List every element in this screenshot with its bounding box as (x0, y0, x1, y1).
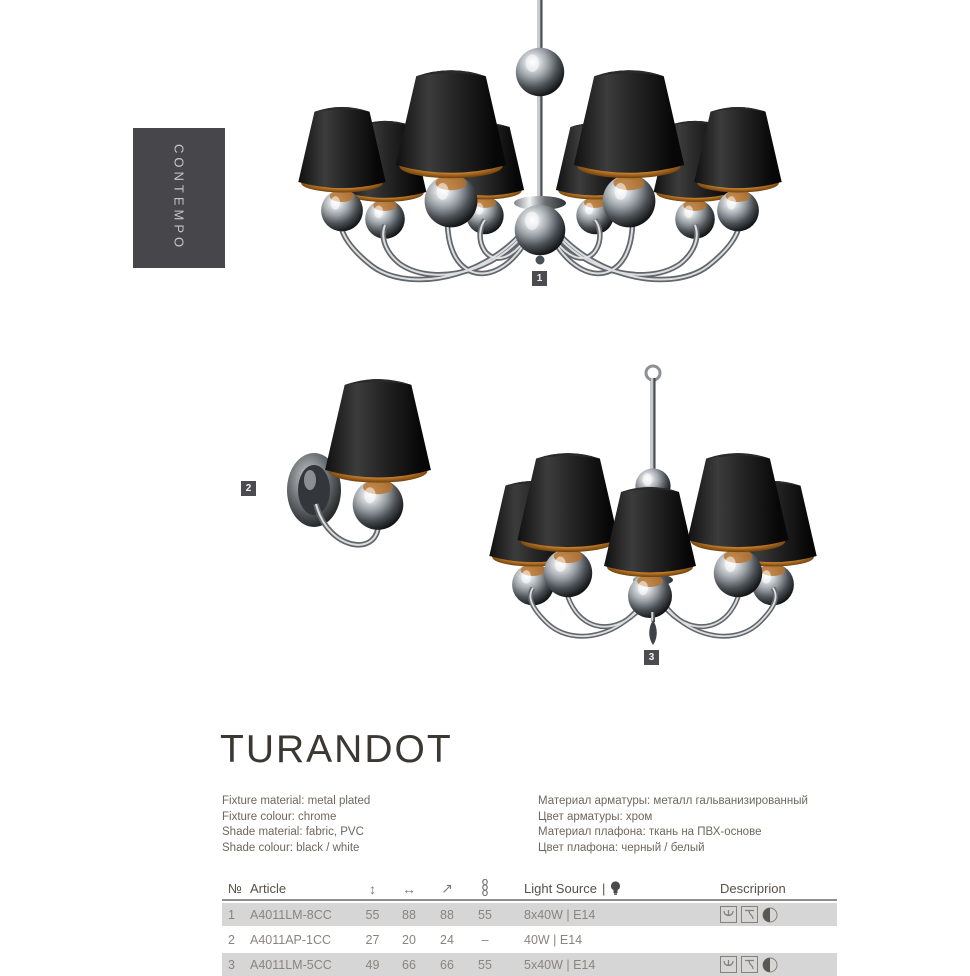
specs-english (222, 794, 512, 856)
product-badge-1: 1 (532, 271, 547, 286)
table-row: 2 A4011AP-1CC 27 20 24 – 40W | E14 (228, 932, 583, 947)
product-photo-chandelier-8 (298, 0, 781, 280)
lamp-class-icon (762, 957, 778, 973)
col-description: Descriprion (720, 881, 786, 896)
spec-line: Fixture material: metal plated (222, 795, 371, 807)
col-number: № (228, 881, 242, 896)
width-icon: ↔ (402, 880, 416, 897)
table-row: 3 A4011LM-5CC 49 66 66 55 5x40W | E14 (222, 953, 837, 976)
category-tab[interactable] (133, 128, 225, 268)
hook-suspension-icon (741, 906, 758, 923)
hook-suspension-icon (741, 956, 758, 973)
page-title: TURANDOT (220, 728, 453, 771)
spec-line: Цвет плафона: черный / белый (538, 841, 705, 854)
height-icon: ↕ (369, 880, 376, 897)
spec-line: Fixture colour: chrome (222, 810, 337, 823)
diameter-icon: ↗ (441, 880, 453, 896)
bulb-icon (610, 881, 621, 896)
lamp-class-icon (762, 907, 778, 923)
spec-line: Материал арматуры: металл гальванизированный (538, 795, 808, 807)
article-number: A4011LM-8CC (250, 907, 332, 922)
specs-russian (538, 794, 868, 856)
product-photo-chandelier-5 (489, 366, 816, 645)
article-number: A4011AP-1CC (250, 932, 332, 947)
spec-line: Цвет арматуры: хром (538, 810, 653, 823)
spec-line: Shade material: fabric, PVC (222, 826, 364, 838)
col-article: Article (250, 881, 287, 896)
article-number: A4011LM-5CC (250, 957, 332, 972)
spec-line: Материал плафона: ткань на ПВХ-основе (538, 826, 762, 838)
table-row: 1 A4011LM-8CC 55 88 88 55 8x40W | E14 (222, 903, 837, 926)
product-table (222, 878, 837, 976)
spec-line: Shade colour: black / white (222, 841, 360, 854)
product-badge-2: 2 (241, 481, 256, 496)
ceiling-mount-icon (720, 906, 737, 923)
category-tab-label: CONTEMPO (171, 144, 187, 252)
ceiling-mount-icon (720, 956, 737, 973)
chain-icon (466, 879, 504, 899)
product-badge-3: 3 (644, 650, 659, 665)
table-header-row (222, 878, 837, 901)
col-light-source: Light Source | (504, 881, 720, 896)
product-photo-sconce (287, 379, 431, 545)
